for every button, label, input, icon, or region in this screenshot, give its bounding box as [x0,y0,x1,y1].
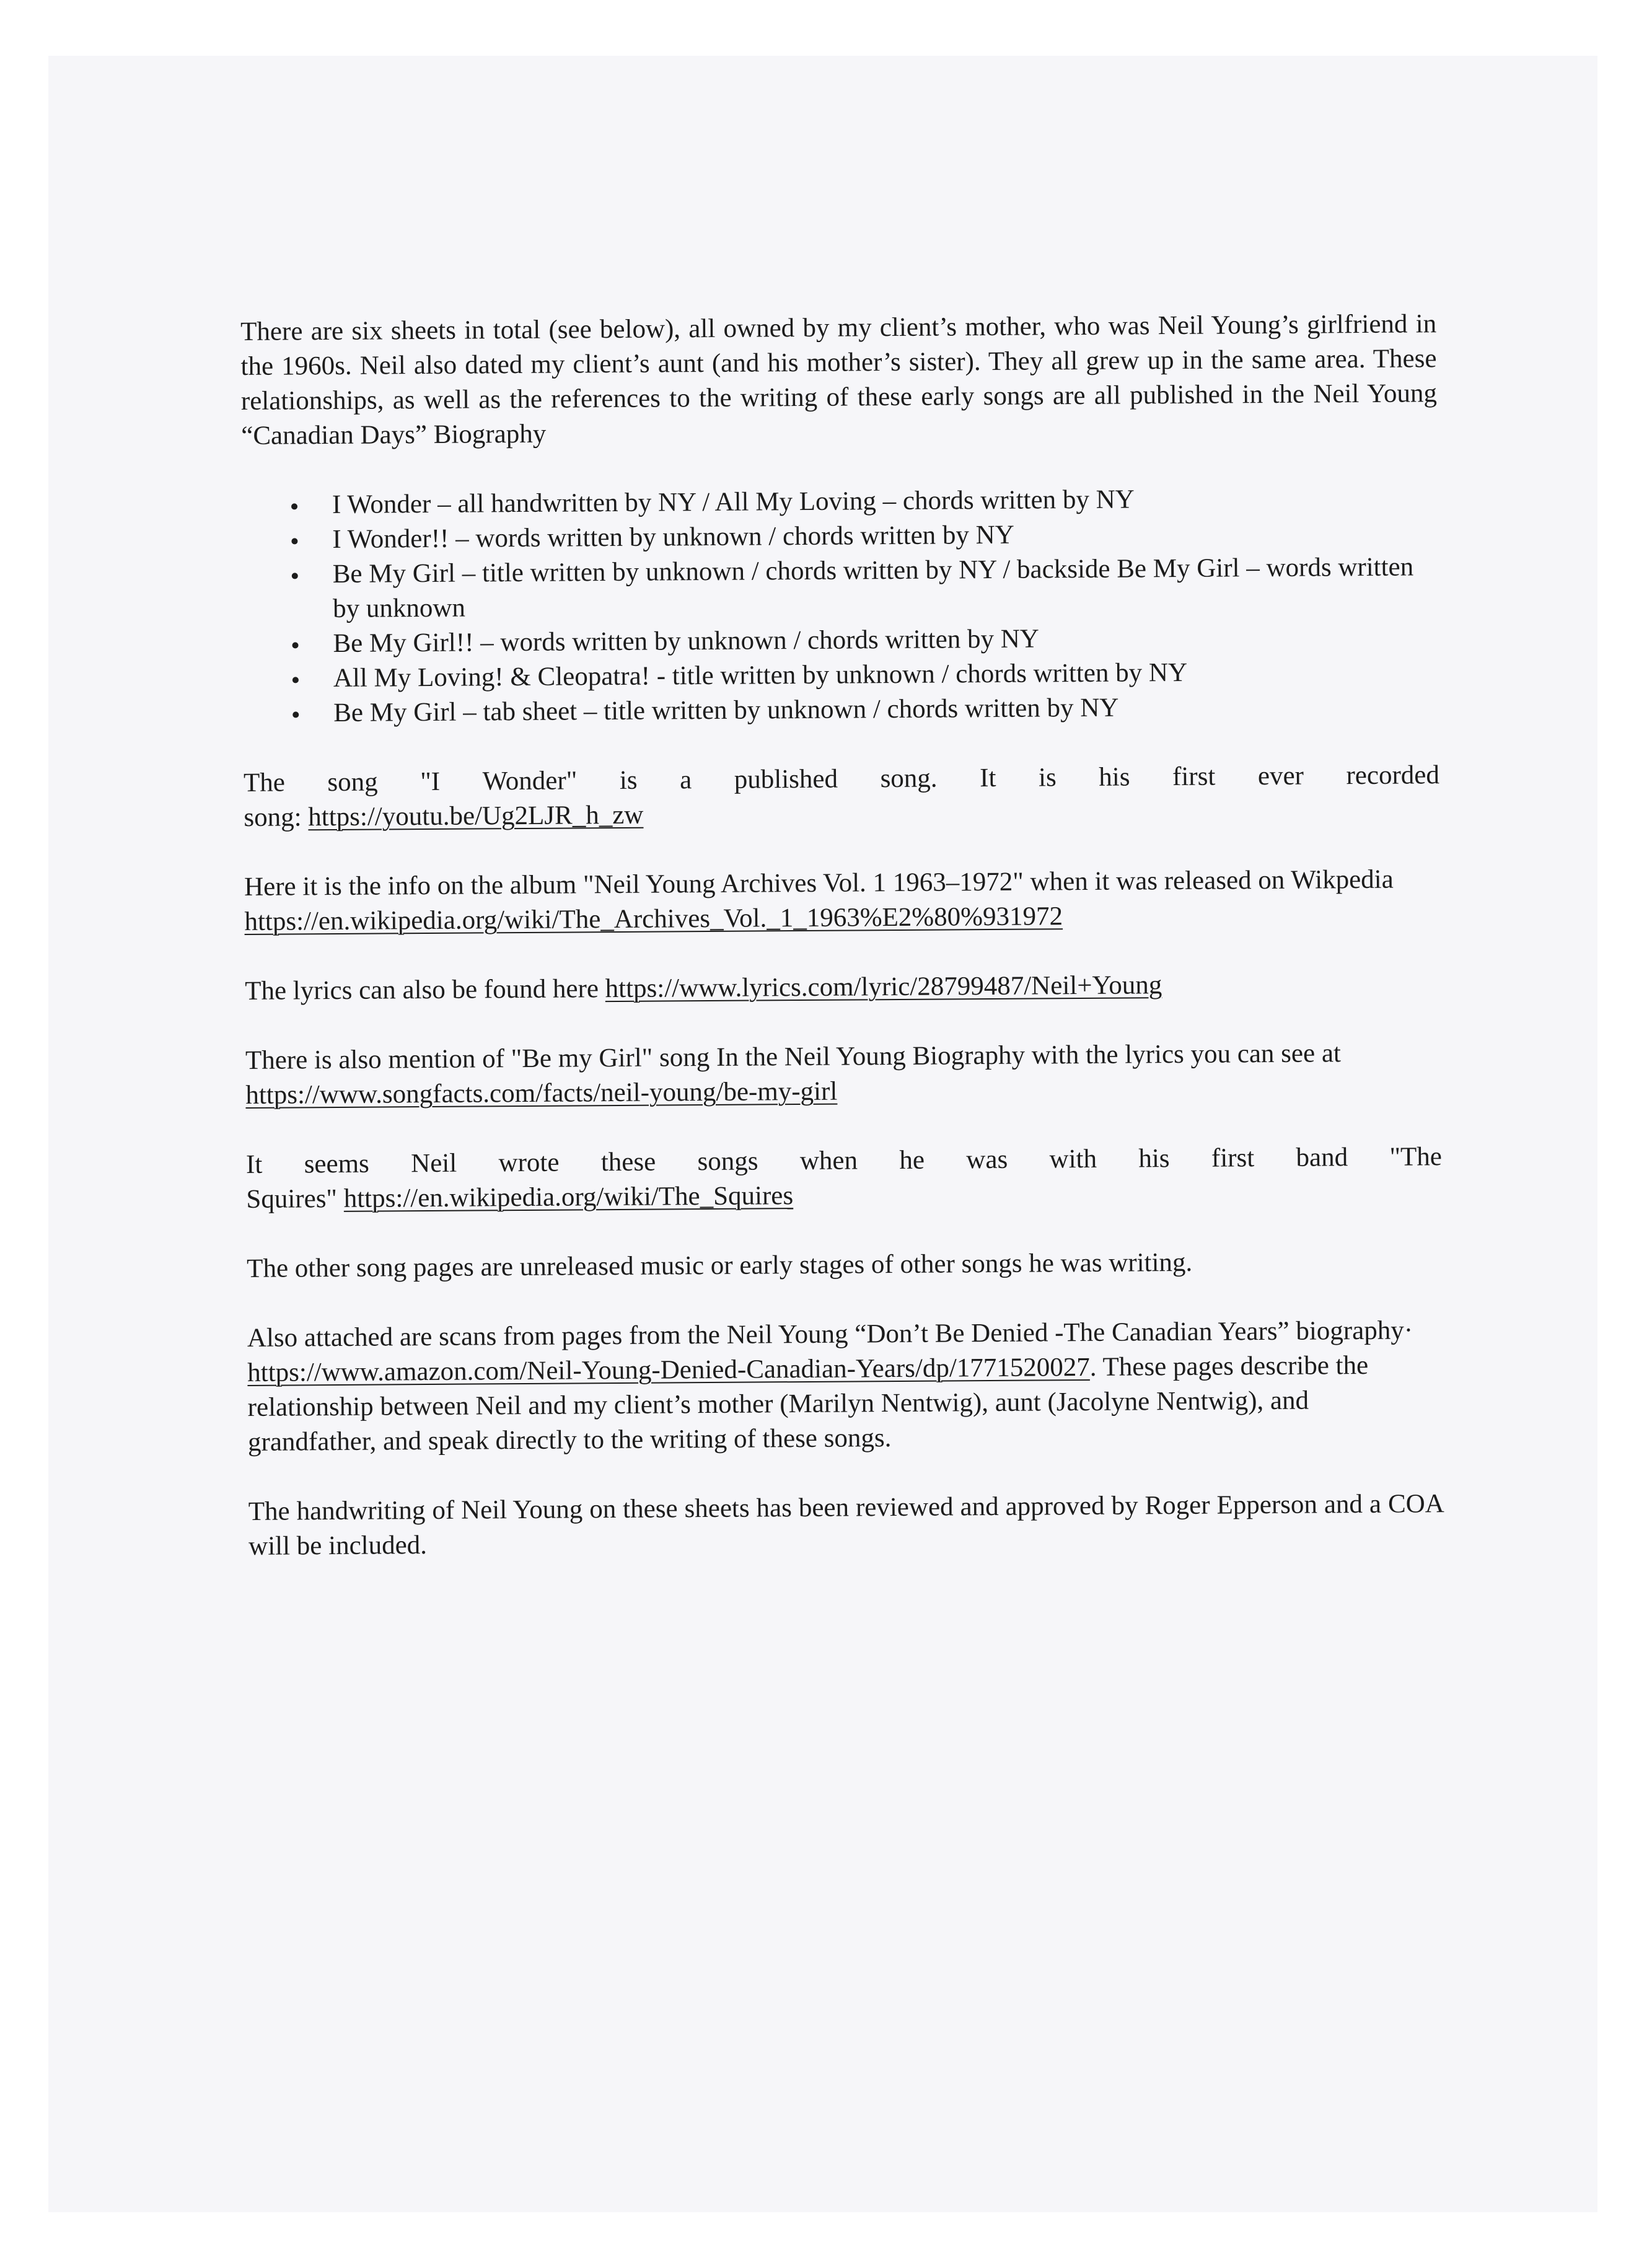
word: ever [1257,761,1304,791]
album-paragraph [244,862,1441,939]
sheets-list [242,480,1439,731]
amazon-link[interactable]: https://www.amazon.com/Neil-Young-Denied-Canadian-Years/dp/1771520027 [247,1352,1090,1387]
youtube-link[interactable]: https://youtu.be/Ug2LJR_h_zw [308,800,644,832]
song-paragraph [244,758,1440,835]
word: he [899,1145,925,1175]
word: was [966,1145,1008,1175]
word: seems [304,1149,369,1179]
word: wrote [498,1148,560,1178]
list-item: I Wonder!! – words written by unknown / chords written by NY [332,515,1438,557]
word: when [799,1146,858,1176]
songfacts-link[interactable]: https://www.songfacts.com/facts/neil-young/be-my-girl [245,1076,838,1110]
word: is [619,765,638,795]
list-item: Be My Girl – tab sheet – title written by unknown / chords written by NY [333,688,1439,731]
word: "The [1389,1142,1443,1172]
wikipedia-archives-link[interactable]: https://en.wikipedia.org/wiki/The_Archives_Vol._1_1963%E2%80%931972 [244,902,1063,936]
word: his [1099,762,1130,792]
intro-paragraph: There are six sheets in total (see below), all owned by my client’s mother, who was Neil Young’s girlfriend in the 1960s. Neil also dated my client’s aunt (and his mother’s sister). They all grew up in the same area. These relationships, as well as the references to the writing of these early songs are all published in the Neil Young “Canadian Days” Biography [240,309,1438,450]
word: his [1138,1144,1170,1174]
other-pages-paragraph: The other song pages are unreleased music or early stages of other songs he was writing. [247,1247,1193,1283]
coa-paragraph: The handwriting of Neil Young on these sheets has been reviewed and approved by Roger Epperson and a COA will be included. [248,1489,1444,1561]
attached-scans-paragraph [247,1313,1444,1460]
song-line-2 [244,793,1439,835]
word: with [1049,1144,1097,1174]
word: songs [697,1146,758,1177]
squires-label: Squires" [246,1184,344,1214]
squires-line-2 [246,1174,1442,1217]
word: "I [420,767,441,797]
lyrics-text: The lyrics can also be found here [245,974,605,1006]
word: recorded [1346,760,1440,791]
list-item: Be My Girl!! – words written by unknown / chords written by NY [333,619,1438,661]
word: a [679,765,692,795]
list-item: I Wonder – all handwritten by NY / All My Loving – chords written by NY [332,480,1438,522]
word: is [1038,763,1057,793]
be-my-girl-text: There is also mention of "Be my Girl" song In the Neil Young Biography with the lyrics you can see at [245,1039,1342,1075]
word: first [1172,762,1216,792]
word: It [980,763,996,793]
word: published [734,764,838,794]
lyrics-link[interactable]: https://www.lyrics.com/lyric/28799487/Neil+Young [605,970,1162,1004]
word: band [1296,1143,1348,1172]
squires-paragraph [246,1140,1443,1217]
album-text: Here it is the info on the album "Neil Young Archives Vol. 1 1963–1972" when it was released on Wikpedia [244,864,1394,902]
song-label: song: [244,802,309,832]
word: Wonder" [482,766,578,796]
word: Neil [411,1148,457,1179]
attached-tail: . These pages describe the relationship between Neil and my client’s mother (Marilyn Nentwig), aunt (Jacolyne Nentwig), and grandfather, and speak directly to the writing of these songs. [247,1350,1369,1457]
word: song [327,767,378,798]
word: song. [880,763,938,794]
list-item: Be My Girl – title written by unknown / chords written by NY / backside Be My Girl – words written by unknown [333,550,1439,626]
be-my-girl-paragraph [245,1035,1442,1113]
list-item: All My Loving! & Cleopatra! - title written by unknown / chords written by NY [333,654,1439,696]
word: first [1211,1143,1255,1173]
word: The [243,768,286,798]
letter-body [240,307,1445,1599]
wikipedia-squires-link[interactable]: https://en.wikipedia.org/wiki/The_Squires [343,1181,794,1213]
attached-text: Also attached are scans from pages from the Neil Young “Don’t Be Denied -The Canadian Years” biography· [247,1316,1413,1353]
lyrics-paragraph [245,966,1441,1009]
word: these [600,1147,656,1177]
word: It [245,1149,263,1179]
